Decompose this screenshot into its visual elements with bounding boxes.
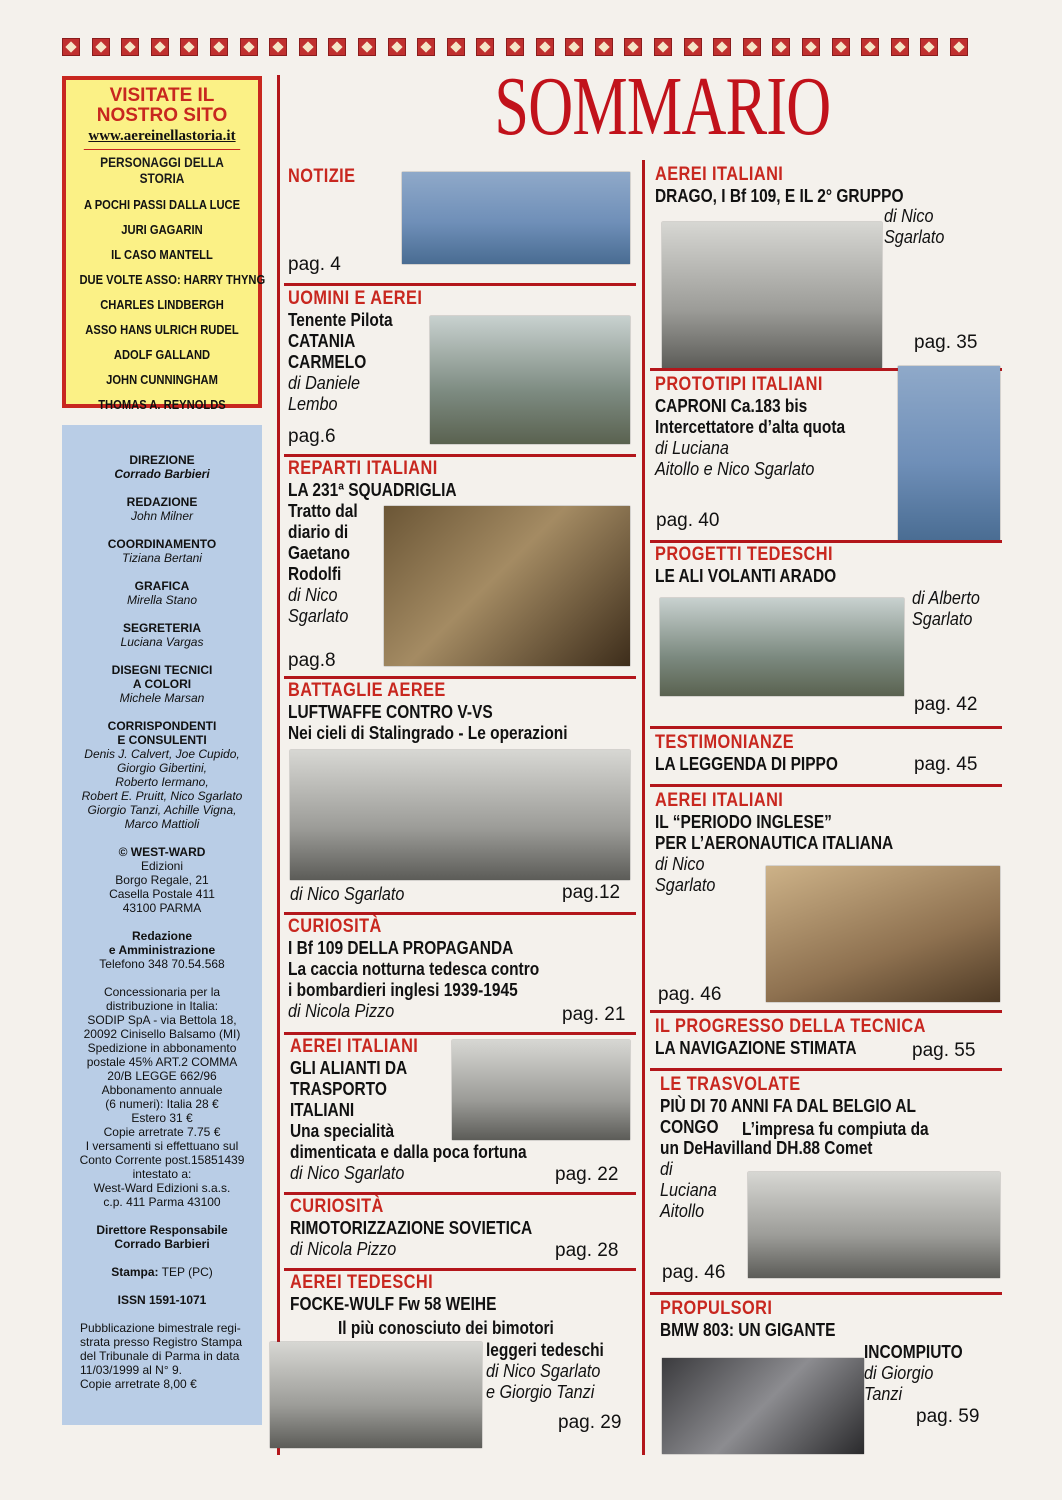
section-kicker: CURIOSITÀ xyxy=(290,1196,384,1217)
distribution-line: Spedizione in abbonamento xyxy=(87,1041,237,1055)
ornament-square xyxy=(388,38,406,56)
ornament-square xyxy=(447,38,465,56)
ornament-square xyxy=(802,38,820,56)
credit-heading: Direttore Responsabile xyxy=(96,1223,228,1237)
entry-line: CARMELO xyxy=(288,352,367,372)
entry-author: di Luciana xyxy=(655,438,729,458)
entry-line: TRASPORTO xyxy=(290,1079,387,1099)
ornament-square xyxy=(832,38,850,56)
page-number: pag.12 xyxy=(562,882,621,903)
page-number: pag. 22 xyxy=(555,1164,619,1185)
entry-line: L’impresa fu compiuta da xyxy=(742,1119,929,1139)
distribution-line: c.p. 411 Parma 43100 xyxy=(103,1195,221,1209)
ornament-square xyxy=(565,38,583,56)
ornament-border xyxy=(62,38,992,62)
entry-author: di Nico Sgarlato xyxy=(290,1163,405,1183)
page-number: pag. 55 xyxy=(912,1040,976,1061)
entry-author: Aitollo e Nico Sgarlato xyxy=(655,459,815,479)
promo-subheading: PERSONAGGI DELLA STORIA xyxy=(84,149,240,186)
distribution-line: Estero 31 € xyxy=(131,1111,193,1125)
entry-line: LA NAVIGAZIONE STIMATA xyxy=(655,1038,857,1058)
photo-bomber-formation xyxy=(290,750,630,880)
photo-pilot-in-cockpit xyxy=(384,506,630,666)
credits-panel xyxy=(62,425,262,1425)
website-promo-box xyxy=(62,76,266,412)
entry-line: DRAGO, I Bf 109, E IL 2° GRUPPO xyxy=(655,186,904,206)
credit-heading: REDAZIONE xyxy=(126,495,198,509)
credit-heading: DIREZIONE xyxy=(129,453,195,467)
section-kicker: UOMINI E AEREI xyxy=(288,288,423,309)
photo-two-pilots xyxy=(430,316,630,444)
publisher-line: 43100 PARMA xyxy=(122,901,202,915)
credit-heading: COORDINAMENTO xyxy=(107,537,217,551)
page-number: pag. 46 xyxy=(662,1262,726,1283)
toc-entry-arado[interactable] xyxy=(655,544,866,587)
entry-line: La caccia notturna tedesca contro xyxy=(288,959,540,979)
promo-list xyxy=(66,192,266,417)
section-kicker: AEREI ITALIANI xyxy=(290,1036,419,1057)
page-number: pag. 45 xyxy=(914,754,978,775)
entry-author: di Nicola Pizzo xyxy=(290,1239,397,1259)
distribution-line: intestato a: xyxy=(132,1167,192,1181)
photo-caproni-jet xyxy=(898,366,1000,542)
section-divider xyxy=(650,784,1002,787)
credit-name: Corrado Barbieri xyxy=(114,467,210,481)
promo-item: A POCHI PASSI DALLA LUCE xyxy=(83,197,241,212)
ornament-square xyxy=(891,38,909,56)
page-number: pag. 21 xyxy=(562,1004,626,1025)
legal-line: Pubblicazione bimestrale regi- xyxy=(80,1321,241,1335)
section-divider xyxy=(650,726,1002,729)
legal-line: strata presso Registro Stampa xyxy=(80,1335,243,1349)
toc-entry-drago[interactable] xyxy=(655,164,944,207)
section-divider xyxy=(650,1292,1002,1295)
distribution-line: (6 numeri): Italia 28 € xyxy=(105,1097,219,1111)
entry-author: Tanzi xyxy=(864,1384,903,1404)
photo-glider xyxy=(452,1040,630,1140)
entry-line: CATANIA xyxy=(288,331,356,351)
ornament-square xyxy=(358,38,376,56)
section-divider xyxy=(284,1192,636,1195)
photo-racing-plane xyxy=(402,172,630,264)
credit-heading: DISEGNI TECNICI xyxy=(111,663,213,677)
legal-line: Copie arretrate 8,00 € xyxy=(80,1377,197,1391)
photo-bmw-engine xyxy=(662,1358,864,1454)
website-url-link[interactable]: www.aereinellastoria.it xyxy=(88,128,236,144)
promo-item: ASSO HANS ULRICH RUDEL xyxy=(85,322,239,337)
ornament-square xyxy=(684,38,702,56)
distribution-line: I versamenti si effettuano sul xyxy=(85,1139,239,1153)
entry-line: leggeri tedeschi xyxy=(486,1340,604,1360)
promo-item: IL CASO MANTELL xyxy=(111,247,213,262)
legal-footer xyxy=(66,1321,258,1391)
ornament-square xyxy=(299,38,317,56)
ornament-square xyxy=(210,38,228,56)
entry-line: LA LEGGENDA DI PIPPO xyxy=(655,754,838,774)
entry-line: Rodolfi xyxy=(288,564,342,584)
section-kicker: REPARTI ITALIANI xyxy=(288,458,438,479)
entry-author: di Nicola Pizzo xyxy=(288,1001,395,1021)
entry-author: di Nico Sgarlato xyxy=(486,1361,601,1381)
ornament-square xyxy=(240,38,258,56)
page-number: pag.6 xyxy=(288,426,336,447)
entry-line: Il più conosciuto dei bimotori xyxy=(338,1318,554,1338)
credit-heading: Redazione xyxy=(131,929,192,943)
entry-author: Sgarlato xyxy=(884,227,945,247)
promo-item: DUE VOLTE ASSO: HARRY THYNG xyxy=(79,272,266,287)
ornament-square xyxy=(62,38,80,56)
section-kicker: AEREI ITALIANI xyxy=(655,164,784,185)
ornament-square xyxy=(328,38,346,56)
issn: ISSN 1591-1071 xyxy=(117,1293,207,1307)
toc-entry-aerei-tedeschi-sub xyxy=(338,1318,589,1339)
page-number: pag. 46 xyxy=(658,984,722,1005)
credit-name: Michele Marsan xyxy=(119,691,205,705)
page-number: pag. 40 xyxy=(656,510,720,531)
distribution-line: Conto Corrente post.15851439 xyxy=(79,1153,245,1167)
credit-heading: A COLORI xyxy=(132,677,192,691)
toc-entry-aerei-tedeschi[interactable] xyxy=(290,1272,530,1315)
correspondent: Marco Mattioli xyxy=(124,817,200,831)
photo-crowd-celebration xyxy=(748,1172,1000,1278)
entry-author: e Giorgio Tanzi xyxy=(486,1382,595,1402)
entry-line: GLI ALIANTI DA xyxy=(290,1058,408,1078)
toc-entry-pippo[interactable] xyxy=(655,732,868,775)
ornament-square xyxy=(151,38,169,56)
legal-line: 11/03/1999 al N° 9. xyxy=(80,1363,182,1377)
distribution-line: 20/B LEGGE 662/96 xyxy=(107,1069,217,1083)
entry-line: Gaetano xyxy=(288,543,350,563)
ornament-square xyxy=(624,38,642,56)
section-kicker: BATTAGLIE AEREE xyxy=(288,680,446,701)
phone-number: Telefono 348 70.54.568 xyxy=(99,957,225,971)
ornament-square xyxy=(743,38,761,56)
photo-arado-flying-wing xyxy=(660,598,904,696)
distribution-line: Concessionaria per la xyxy=(103,985,221,999)
publisher-line: Edizioni xyxy=(140,859,184,873)
entry-author: Sgarlato xyxy=(655,875,716,895)
printer-line xyxy=(66,1265,258,1279)
page-number: pag. 42 xyxy=(914,694,978,715)
promo-item: THOMAS A. REYNOLDS xyxy=(98,397,226,412)
publisher-heading: © WEST-WARD xyxy=(118,845,206,859)
correspondent: Giorgio Tanzi, Achille Vigna, xyxy=(87,803,237,817)
distribution-line: West-Ward Edizioni s.a.s. xyxy=(93,1181,231,1195)
ornament-square xyxy=(536,38,554,56)
section-kicker: NOTIZIE xyxy=(288,166,356,187)
credit-heading: SEGRETERIA xyxy=(122,621,201,635)
section-kicker: IL PROGRESSO DELLA TECNICA xyxy=(655,1016,926,1037)
publisher-line: Borgo Regale, 21 xyxy=(115,873,209,887)
promo-title xyxy=(66,86,258,126)
entry-line: dimenticata e dalla poca fortuna xyxy=(290,1142,527,1162)
section-kicker: PROTOTIPI ITALIANI xyxy=(655,374,823,395)
toc-entry-notizie[interactable] xyxy=(288,166,366,188)
section-divider xyxy=(284,454,636,457)
entry-author: Luciana xyxy=(660,1180,717,1200)
entry-line: BMW 803: UN GIGANTE xyxy=(660,1320,836,1340)
entry-author: di Daniele xyxy=(288,373,361,393)
entry-author: di Alberto xyxy=(912,588,980,608)
entry-line: Tratto dal xyxy=(288,501,358,521)
entry-author: di xyxy=(660,1159,673,1179)
section-divider xyxy=(650,540,1002,543)
entry-line: I Bf 109 DELLA PROPAGANDA xyxy=(288,938,514,958)
entry-author: di Nico xyxy=(288,585,338,605)
credit-heading: GRAFICA xyxy=(134,579,190,593)
section-kicker: PROPULSORI xyxy=(660,1298,773,1319)
credit-heading: CORRISPONDENTI xyxy=(107,719,217,733)
entry-line: Intercettatore d’alta quota xyxy=(655,417,846,437)
photo-fw58-ground xyxy=(270,1342,482,1448)
entry-author: Aitollo xyxy=(660,1201,705,1221)
legal-line: del Tribunale di Parma in data xyxy=(80,1349,240,1363)
page-number: pag. 59 xyxy=(916,1406,980,1427)
correspondent: Roberto Iermano, xyxy=(115,775,209,789)
distribution-info xyxy=(66,985,258,1209)
credit-name: Corrado Barbieri xyxy=(114,1237,210,1251)
printer-value: TEP (PC) xyxy=(161,1265,213,1279)
toc-entry-rimotorizzazione[interactable] xyxy=(290,1196,572,1260)
toc-entry-arado-author xyxy=(912,588,987,630)
entry-line: ITALIANI xyxy=(290,1100,355,1120)
entry-author: Sgarlato xyxy=(288,606,349,626)
photo-pilot-standing xyxy=(662,222,882,368)
page-number: pag. 28 xyxy=(555,1240,619,1261)
distribution-line: distribuzione in Italia: xyxy=(105,999,219,1013)
ornament-square xyxy=(121,38,139,56)
ornament-square xyxy=(180,38,198,56)
promo-item: CHARLES LINDBERGH xyxy=(100,297,224,312)
section-divider xyxy=(650,1010,1002,1013)
ornament-square xyxy=(713,38,731,56)
page-title: SOMMARIO xyxy=(494,60,831,153)
ornament-square xyxy=(476,38,494,56)
ornament-square xyxy=(506,38,524,56)
distribution-line: 20092 Cinisello Balsamo (MI) xyxy=(83,1027,241,1041)
section-divider xyxy=(284,676,636,679)
toc-entry-bmw803[interactable] xyxy=(660,1298,864,1341)
entry-line: INCOMPIUTO xyxy=(864,1342,963,1362)
entry-line: Una specialità xyxy=(290,1121,395,1141)
toc-entry-bmw803-sub xyxy=(864,1342,979,1405)
section-divider xyxy=(650,1068,1002,1071)
page-number: pag. 4 xyxy=(288,254,341,275)
photo-pilots-group xyxy=(766,866,1000,1002)
promo-item: JOHN CUNNINGHAM xyxy=(106,372,218,387)
promo-title-line: NOSTRO SITO xyxy=(96,105,228,126)
page-number: pag. 35 xyxy=(914,332,978,353)
correspondent: Robert E. Pruitt, Nico Sgarlato xyxy=(81,789,243,803)
correspondent: Denis J. Calvert, Joe Cupido, xyxy=(84,747,240,761)
ornament-square xyxy=(920,38,938,56)
page-number: pag.8 xyxy=(288,650,336,671)
toc-entry-drago-author xyxy=(884,206,951,248)
ornament-square xyxy=(950,38,968,56)
credit-name: Mirella Stano xyxy=(126,593,198,607)
section-kicker: AEREI TEDESCHI xyxy=(290,1272,434,1293)
credit-heading: e Amministrazione xyxy=(108,943,216,957)
section-kicker: CURIOSITÀ xyxy=(288,916,382,937)
section-kicker: PROGETTI TEDESCHI xyxy=(655,544,833,565)
entry-author: di Giorgio xyxy=(864,1363,934,1383)
distribution-line: Copie arretrate 7.75 € xyxy=(103,1125,221,1139)
entry-line: un DeHavilland DH.88 Comet xyxy=(660,1138,873,1158)
toc-entry-aerei-tedeschi-sub2 xyxy=(486,1340,623,1403)
entry-line: LE ALI VOLANTI ARADO xyxy=(655,566,837,586)
ornament-square xyxy=(269,38,287,56)
entry-line: LUFTWAFFE CONTRO V-VS xyxy=(288,702,493,722)
entry-author: di Nico xyxy=(655,854,705,874)
entry-line: FOCKE-WULF Fw 58 WEIHE xyxy=(290,1294,497,1314)
section-kicker: LE TRASVOLATE xyxy=(660,1074,801,1095)
section-divider xyxy=(284,1268,636,1271)
correspondents-list xyxy=(66,747,258,831)
toc-entry-curiosita-bf109[interactable] xyxy=(288,916,580,1022)
entry-line: Nei cieli di Stalingrado - Le operazioni xyxy=(288,723,568,743)
entry-line: CAPRONI Ca.183 bis xyxy=(655,396,808,416)
column-rule xyxy=(642,160,645,1455)
section-divider xyxy=(284,912,636,915)
ornament-square xyxy=(92,38,110,56)
entry-line: LA 231ª SQUADRIGLIA xyxy=(288,480,457,500)
correspondent: Giorgio Gibertini, xyxy=(116,761,208,775)
page-number: pag. 29 xyxy=(558,1412,622,1433)
entry-author: Lembo xyxy=(288,394,338,414)
publisher-line: Casella Postale 411 xyxy=(109,887,215,901)
toc-entry-caproni[interactable] xyxy=(655,374,876,480)
distribution-line: postale 45% ART.2 COMMA xyxy=(86,1055,238,1069)
entry-line: i bombardieri inglesi 1939-1945 xyxy=(288,980,518,1000)
ornament-square xyxy=(861,38,879,56)
ornament-square xyxy=(654,38,672,56)
entry-line: PIÙ DI 70 ANNI FA DAL BELGIO AL xyxy=(660,1096,917,1116)
distribution-line: Abbonamento annuale xyxy=(101,1083,223,1097)
entry-author: Sgarlato xyxy=(912,609,973,629)
entry-author: di Nico Sgarlato xyxy=(290,884,405,904)
column-rule xyxy=(277,75,280,1455)
entry-line: PER L’AERONAUTICA ITALIANA xyxy=(655,833,894,853)
entry-line: IL “PERIODO INGLESE” xyxy=(655,812,832,832)
credit-heading: E CONSULENTI xyxy=(117,733,207,747)
toc-entry-uomini-e-aerei[interactable] xyxy=(288,288,428,415)
promo-item: ADOLF GALLAND xyxy=(113,347,211,362)
ornament-square xyxy=(595,38,613,56)
entry-line: RIMOTORIZZAZIONE SOVIETICA xyxy=(290,1218,533,1238)
ornament-square xyxy=(417,38,435,56)
distribution-line: SODIP SpA - via Bettola 18, xyxy=(87,1013,237,1027)
section-divider xyxy=(284,1032,636,1035)
printer-label: Stampa: xyxy=(111,1265,159,1279)
credit-name: Luciana Vargas xyxy=(120,635,204,649)
entry-line: Tenente Pilota xyxy=(288,310,393,330)
entry-line: CONGO xyxy=(660,1117,719,1137)
credit-name: John Milner xyxy=(130,509,194,523)
section-divider xyxy=(284,283,636,286)
entry-line: diario di xyxy=(288,522,349,542)
promo-item: JURI GAGARIN xyxy=(121,222,203,237)
credit-name: Tiziana Bertani xyxy=(122,551,202,565)
ornament-square xyxy=(772,38,790,56)
section-kicker: TESTIMONIANZE xyxy=(655,732,795,753)
section-kicker: AEREI ITALIANI xyxy=(655,790,784,811)
toc-entry-battaglie-aeree[interactable] xyxy=(288,680,613,744)
entry-author: di Nico xyxy=(884,206,934,226)
promo-title-line: VISITATE IL xyxy=(109,85,215,106)
